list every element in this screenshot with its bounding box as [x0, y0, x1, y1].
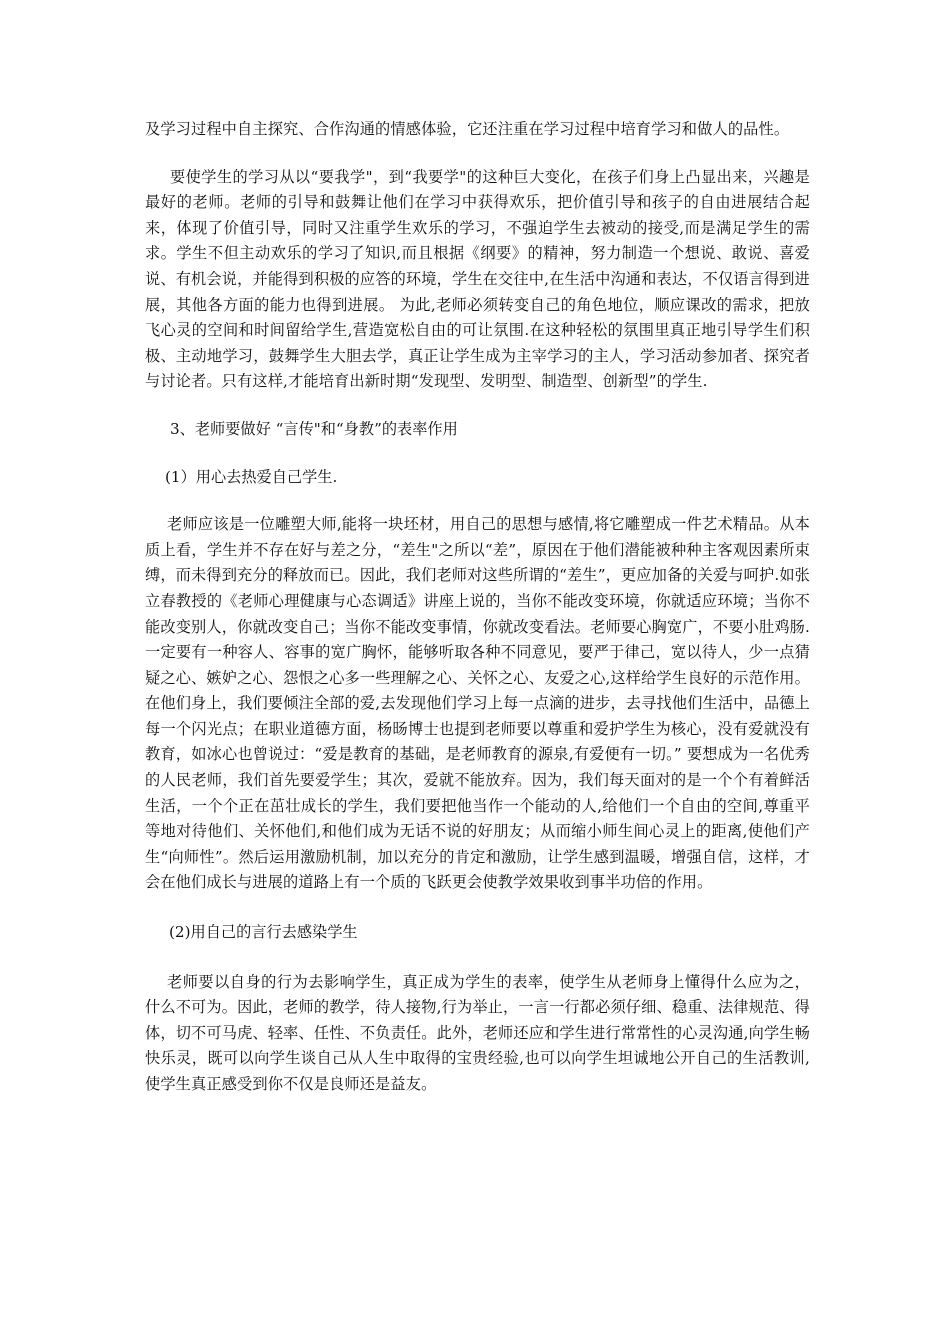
paragraph-teacher-example: 老师要以自身的行为去影响学生，真正成为学生的表率，使学生从老师身上懂得什么应为之，什么不可为。因此，老师的教学，待人接物,行为举止，一言一行都必须仔细、稳重、法律规范、得体，切不可马虎、轻率、任性、不负责任。此外，老师还应和学生进行常常性的心灵沟通,向学生畅快乐灵，既可以向学生谈自己从人生中取得的宝贵经验,也可以向学生坦诚地公开自己的生活教训,使学生真正感受到你不仅是良师还是益友。 [145, 972, 810, 1093]
paragraph-gap [145, 490, 810, 512]
paragraph-interest-teacher: 要使学生的学习从以“要我学"，到“我要学"的这种巨大变化，在孩子们身上凸显出来，兴趣是最好的老师。老师的引导和鼓舞让他们在学习中获得欢乐，把价值引导和孩子的自由进展结合起来，体现了价值引导，同时又注重学生欢乐的学习，不强迫学生去被动的接受,而是满足学生的需求。学生不但主动欢乐的学习了知识,而且根据《纲要》的精神，努力制造一个想说、敢说、喜爱说、有机会说，并能得到积极的应答的环境，学生在交往中,在生活中沟通和表达，不仅语言得到进展，其他各方面的能力也得到进展。 为此,老师必须转变自己的角色地位，顺应课改的需求，把放飞心灵的空间和时间留给学生,营造宽松自由的可让氛围.在这种轻松的氛围里真正地引导学生们积极、主动地学习，鼓舞学生大胆去学，真正让学生成为主宰学习的主人，学习活动参加者、探究者与讨论者。只有这样,才能培育出新时期“发现型、发明型、制造型、创新型”的学生. [145, 167, 810, 391]
paragraph-gap [145, 443, 810, 465]
paragraph-love-students: 老师应该是一位雕塑大师,能将一块坯材，用自己的思想与感情,将它雕塑成一件艺术精品。从本质上看，学生并不存在好与差之分，“差生"之所以“差”，原因在于他们潜能被种种主客观因素所束缚，而未得到充分的释放而已。因此，我们老师对这些所谓的“差生”，更应加备的关爱与呵护.如张立春教授的《老师心理健康与心态调适》讲座上说的，当你不能改变环境，你就适应环境；当你不能改变别人，你就改变自己；当你不能改变事情，你就改变看法。老师要心胸宽广，不要小肚鸡肠.一定要有一种容人、容事的宽广胸怀，能够听取各种不同意见，要严于律己，宽以待人，少一点猜疑之心、嫉妒之心、怨恨之心多一些理解之心、关怀之心、友爱之心,这样给学生良好的示范作用。在他们身上，我们要倾注全部的爱,去发现他们学习上每一点滴的进步，去寻找他们生活中，品德上每一个闪光点；在职业道德方面，杨旸博士也提到老师要以尊重和爱护学生为核心，没有爱就没有教育，如冰心也曾说过：“爱是教育的基础，是老师教育的源泉,有爱便有一切。” 要想成为一名优秀的人民老师，我们首先要爱学生；其次，爱就不能放弃。因为，我们每天面对的是一个个有着鲜活生活，一个个正在茁壮成长的学生，我们要把他当作一个能动的人,给他们一个自由的空间,尊重平等地对待他们、关怀他们,和他们成为无话不说的好朋友；从而缩小师生间心灵上的距离,使他们产生“向师性”。然后运用激励机制，加以充分的肯定和激励，让学生感到温暖，增强自信，这样，才会在他们成长与进展的道路上有一个质的飞跃更会使教学效果收到事半功倍的作用。 [145, 515, 810, 892]
paragraph-gap [145, 143, 810, 165]
paragraph-gap [145, 946, 810, 970]
paragraph-gap [145, 395, 810, 417]
paragraph-intro-continuation: 及学习过程中自主探究、合作沟通的情感体验，它还注重在学习过程中培育学习和做人的品性。 [145, 120, 790, 138]
subsection-heading-1: (1）用心去热爱自己学生. [165, 467, 338, 486]
paragraph-gap [145, 896, 810, 920]
subsection-heading-2: (2)用自己的言行去感染学生 [169, 923, 358, 942]
document-page [145, 117, 810, 1098]
section-heading-3: 3、老师要做好 “言传"和“身教”的表率作用 [170, 419, 458, 438]
